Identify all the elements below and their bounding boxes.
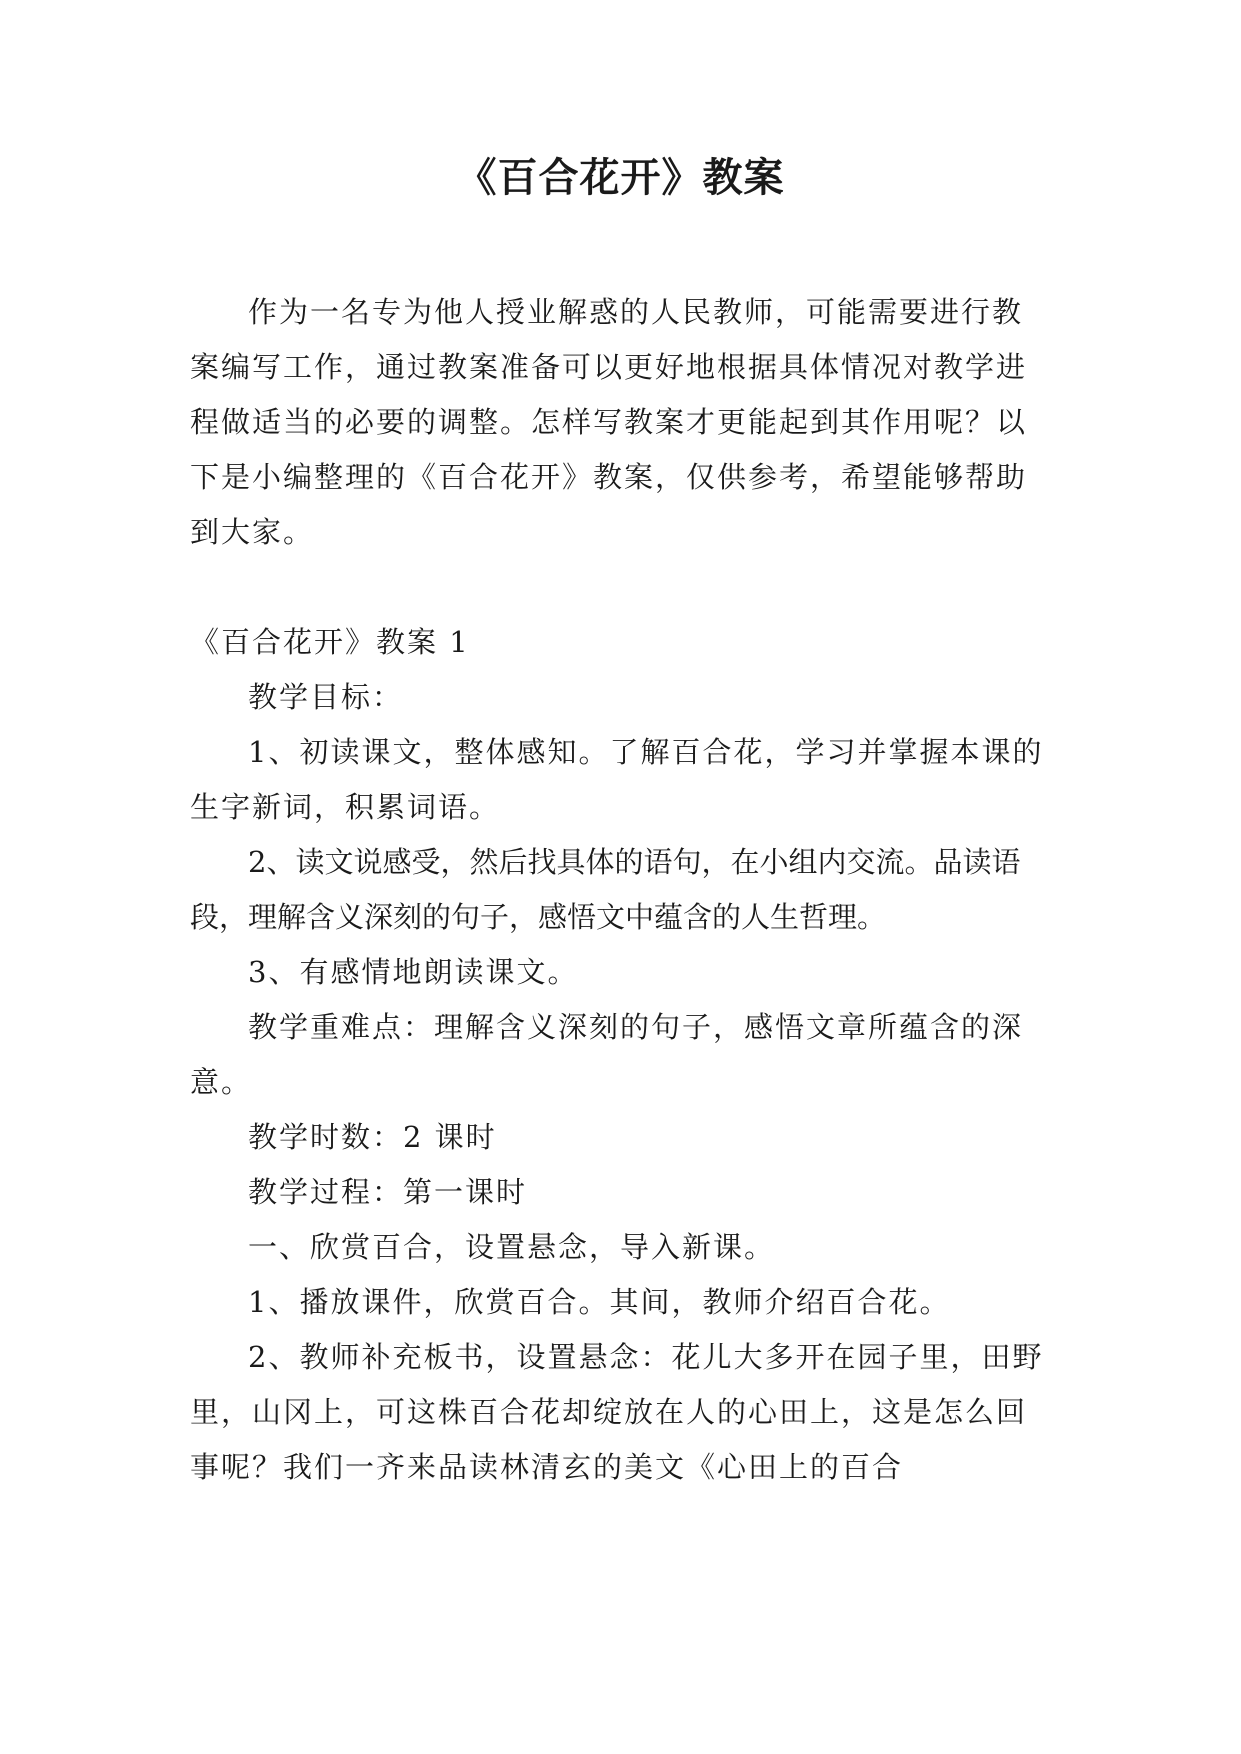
paragraph-objective-2: 2、读文说感受，然后找具体的语句，在小组内交流。品读语段，理解含义深刻的句子，感悟文中蕴含的人生哲理。 [190, 845, 1021, 934]
paragraph-objective-3: 3、有感情地朗读课文。 [248, 955, 579, 989]
paragraph-objective-1: 1、初读课文，整体感知。了解百合花，学习并掌握本课的生字新词，积累词语。 [190, 735, 1044, 824]
paragraph-step-1-1: 1、播放课件，欣赏百合。其间，教师介绍百合花。 [248, 1285, 951, 1319]
paragraph-step-1: 一、欣赏百合，设置悬念，导入新课。 [248, 1230, 776, 1264]
paragraph-process: 教学过程：第一课时 [248, 1175, 528, 1209]
section-heading: 《百合花开》教案 1 [190, 625, 470, 659]
document-body [190, 285, 1050, 1495]
document-title: 《百合花开》教案 [456, 155, 785, 201]
intro-paragraph: 作为一名专为他人授业解惑的人民教师，可能需要进行教案编写工作，通过教案准备可以更好地根据具体情况对教学进程做适当的必要的调整。怎样写教案才更能起到其作用呢？以下是小编整理的《百合花开》教案，仅供参考，希望能够帮助到大家。 [190, 295, 1028, 549]
paragraph-key-points: 教学重难点：理解含义深刻的句子，感悟文章所蕴含的深意。 [190, 1010, 1024, 1099]
paragraph-step-1-2: 2、教师补充板书，设置悬念：花儿大多开在园子里，田野里，山冈上，可这株百合花却绽放在人的心田上，这是怎么回事呢？我们一齐来品读林清玄的美文《心田上的百合 [190, 1340, 1044, 1484]
paragraph-objectives-label: 教学目标： [248, 680, 404, 714]
paragraph-class-hours: 教学时数：2 课时 [248, 1120, 497, 1154]
